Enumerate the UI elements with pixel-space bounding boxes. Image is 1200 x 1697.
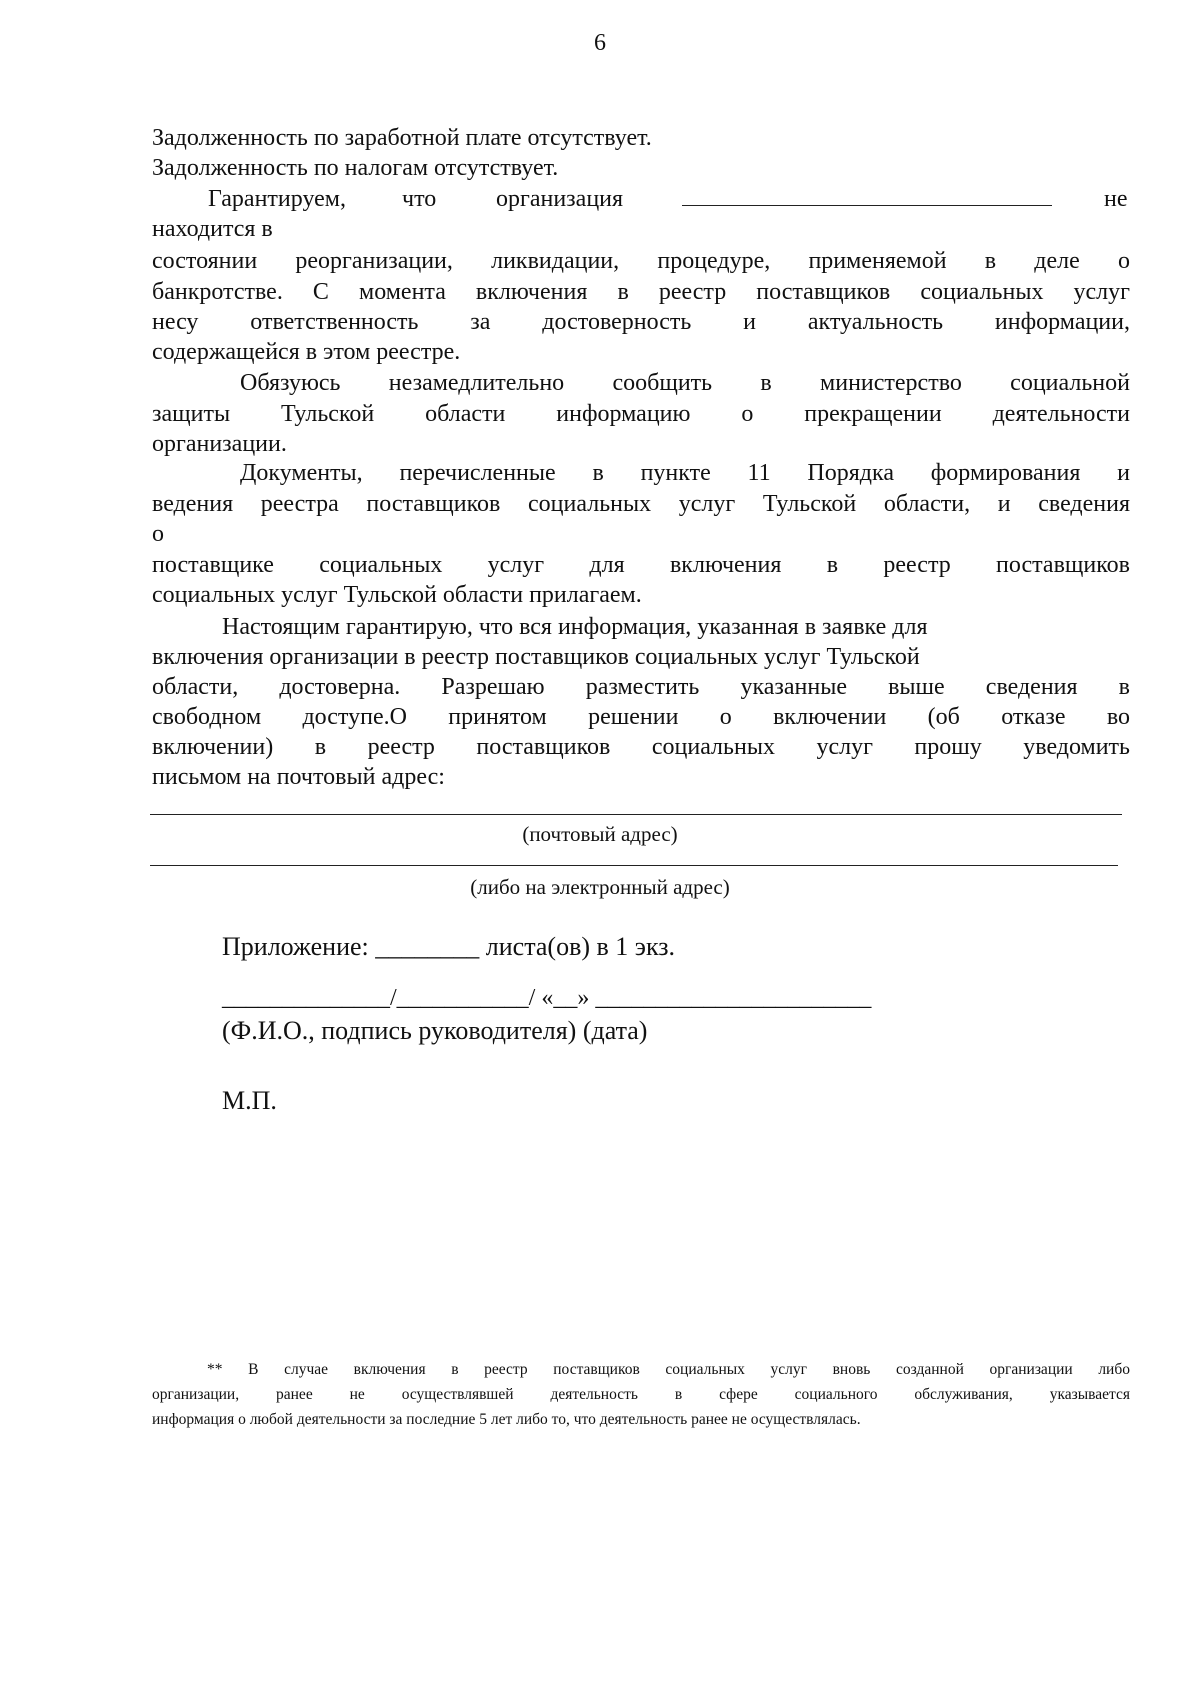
footnote	[152, 1357, 1130, 1432]
body-line-13: ведения реестра поставщиков социальных услуг Тульской области, и сведения	[152, 491, 1130, 517]
body-line-10: защиты Тульской области информацию о прекращении деятельности	[152, 401, 1130, 427]
body-line-7: несу ответственность за достоверность и актуальность информации,	[152, 309, 1130, 335]
body-line-15: поставщике социальных услуг для включения в реестр поставщиков	[152, 552, 1130, 578]
word-organization: организация	[496, 186, 624, 212]
signature-caption: (Ф.И.О., подпись руководителя) (дата)	[222, 1016, 648, 1045]
email-address-caption: (либо на электронный адрес)	[470, 875, 730, 899]
appendix-rest: листа(ов) в 1 экз.	[485, 932, 676, 961]
body-line-4: находится в	[152, 216, 273, 242]
stamp-place: М.П.	[222, 1086, 277, 1115]
signature-line: ______________/___________/ «__» _______________________	[222, 985, 872, 1011]
body-line-5: состоянии реорганизации, ликвидации, процедуре, применяемой в деле о	[152, 248, 1130, 274]
body-line-14: о	[152, 521, 164, 547]
body-line-19: области, достоверна. Разрешаю разместить указанные выше сведения в	[152, 674, 1130, 700]
body-line-21: включении) в реестр поставщиков социальных услуг прошу уведомить	[152, 734, 1130, 760]
body-line-12: Документы, перечисленные в пункте 11 Порядка формирования и	[240, 460, 1130, 486]
body-line-8: содержащейся в этом реестре.	[152, 339, 461, 365]
postal-address-caption: (почтовый адрес)	[522, 822, 678, 846]
footnote-line-1: ** В случае включения в реестр поставщиков социальных услуг вновь созданной организации либо	[207, 1361, 1130, 1378]
email-address-line	[150, 865, 1118, 866]
body-line-9: Обязуюсь незамедлительно сообщить в министерство социальной	[240, 370, 1130, 396]
body-line-11: организации.	[152, 431, 287, 457]
postal-address-line	[150, 814, 1122, 815]
page-number: 6	[594, 30, 606, 56]
word-that: что	[402, 186, 437, 212]
body-line-2: Задолженность по налогам отсутствует.	[152, 155, 559, 181]
body-line-22: письмом на почтовый адрес:	[152, 764, 445, 790]
appendix-line	[222, 932, 675, 962]
body-line-20: свободном доступе.О принятом решении о включении (об отказе во	[152, 704, 1130, 730]
footnote-line-2: организации, ранее не осуществлявшей деятельность в сфере социального обслуживания, указывается	[152, 1386, 1130, 1403]
organization-name-blank	[682, 205, 1052, 206]
body-line-6: банкротстве. С момента включения в реестр поставщиков социальных услуг	[152, 279, 1130, 305]
appendix-label: Приложение:	[222, 932, 369, 961]
appendix-sheets-blank: ________	[375, 932, 480, 961]
word-not: не	[1104, 186, 1128, 212]
footnote-line-3: информация о любой деятельности за последние 5 лет либо то, что деятельность ранее не осуществлялась.	[152, 1411, 861, 1428]
word-guarantee: Гарантируем,	[208, 186, 346, 212]
body-line-1: Задолженность по заработной плате отсутствует.	[152, 125, 652, 151]
body-line-18: включения организации в реестр поставщиков социальных услуг Тульской	[152, 644, 920, 670]
body-line-17: Настоящим гарантирую, что вся информация, указанная в заявке для	[222, 614, 928, 640]
body-line-16: социальных услуг Тульской области прилагаем.	[152, 582, 642, 608]
